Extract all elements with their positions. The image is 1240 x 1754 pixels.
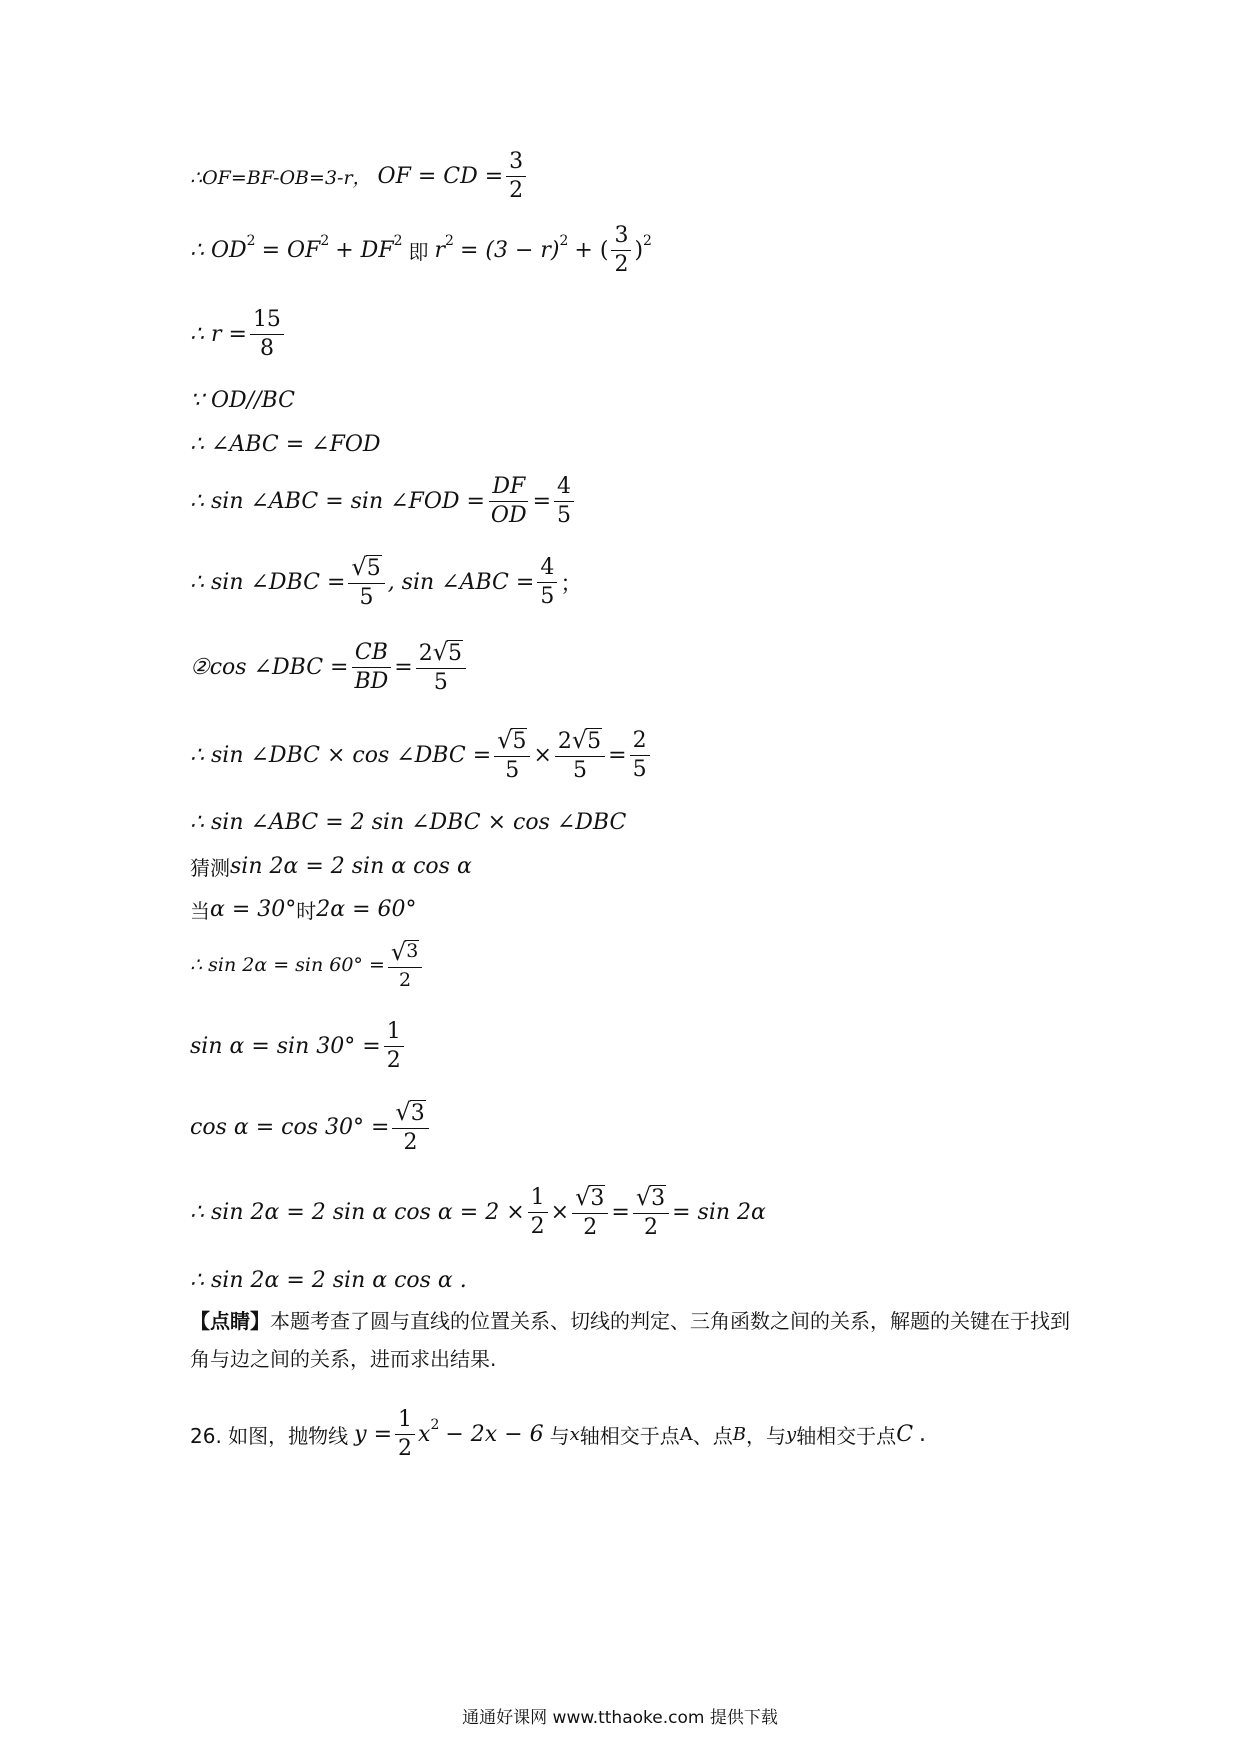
denominator: 5 xyxy=(359,585,374,611)
text: r xyxy=(434,238,446,264)
fraction xyxy=(384,1020,404,1073)
sqrt: √ 5 xyxy=(497,726,527,754)
math-line-9 xyxy=(190,728,653,783)
math-line-11 xyxy=(190,852,472,881)
math-line-14 xyxy=(190,1020,407,1073)
text: ∵ OD//BC xyxy=(190,388,295,413)
numerator xyxy=(633,1185,669,1214)
comment-block xyxy=(190,1302,1070,1378)
text: ∴OF=BF-OB=3-r， xyxy=(190,167,372,190)
text: ∴ sin 2α = 2 sin α cos α . xyxy=(190,1268,467,1293)
text: α = 30° xyxy=(210,897,297,922)
text: = OF xyxy=(261,238,321,264)
text: = xyxy=(608,743,627,769)
fraction xyxy=(392,1100,428,1155)
sqrt: √ 5 xyxy=(351,553,381,581)
text: × xyxy=(533,743,552,769)
math-line-10 xyxy=(190,810,626,835)
numerator: 1 xyxy=(528,1186,548,1213)
text: 当 xyxy=(190,899,210,923)
denominator: 5 xyxy=(433,670,448,696)
fraction xyxy=(494,728,530,783)
text: ∴ OD xyxy=(190,238,247,264)
text: x xyxy=(418,1422,431,1448)
text: OF = CD = xyxy=(377,164,504,190)
text: ∴ sin 2α = 2 sin α cos α = 2 × xyxy=(190,1200,525,1226)
numerator xyxy=(392,1100,428,1129)
text: A xyxy=(679,1424,693,1446)
text: = xyxy=(394,655,413,681)
math-line-13 xyxy=(190,940,425,991)
text: 26. 如图，抛物线 xyxy=(190,1424,349,1449)
sqrt: √ 3 xyxy=(635,1183,666,1211)
math-line-16 xyxy=(190,1185,766,1240)
text: 轴相交于点 xyxy=(579,1424,680,1449)
math-line-3 xyxy=(190,308,287,361)
math-line-7 xyxy=(190,555,582,610)
text: 、点 xyxy=(692,1424,733,1449)
text: ∴ ∠ABC = ∠FOD xyxy=(190,432,381,457)
fraction xyxy=(611,224,631,277)
math-line-5 xyxy=(190,432,381,457)
exponent: 2 xyxy=(445,232,454,249)
denominator: 5 xyxy=(632,757,647,783)
denominator: 2 xyxy=(583,1215,598,1241)
numerator xyxy=(555,728,605,757)
radicand: 5 xyxy=(587,729,602,754)
fraction xyxy=(250,308,284,361)
denominator: 2 xyxy=(643,1215,658,1241)
numerator: 3 xyxy=(506,150,526,177)
denominator: 5 xyxy=(573,758,588,784)
text: ； xyxy=(560,572,583,598)
fraction xyxy=(416,640,466,695)
fraction xyxy=(348,555,384,610)
numerator xyxy=(572,1185,608,1214)
numerator: 3 xyxy=(611,224,631,251)
numerator: CB xyxy=(352,641,391,668)
math-line-6 xyxy=(190,475,577,528)
text: + ( xyxy=(574,238,609,264)
fraction xyxy=(554,475,574,528)
denominator: 2 xyxy=(614,252,629,278)
exponent: 2 xyxy=(430,1416,440,1433)
math-line-17 xyxy=(190,1268,467,1293)
denominator: 2 xyxy=(386,1048,401,1074)
math-line-2 xyxy=(190,224,652,277)
denominator: 8 xyxy=(259,336,274,362)
text: y xyxy=(786,1424,797,1446)
text: cos α = cos 30° = xyxy=(190,1115,390,1141)
text: = sin 2α xyxy=(672,1200,766,1226)
text: 即 xyxy=(408,240,429,265)
text: + DF xyxy=(335,238,394,264)
numerator: DF xyxy=(489,475,528,502)
text: C xyxy=(896,1422,914,1448)
denominator: 2 xyxy=(509,178,524,204)
radicand: 5 xyxy=(448,641,463,666)
numerator xyxy=(494,728,530,757)
numerator: 2 xyxy=(630,729,650,756)
text: ∴ sin 2α = sin 60° = xyxy=(190,954,385,977)
coefficient: 2 xyxy=(557,729,572,754)
denominator: 5 xyxy=(540,584,555,610)
text: B xyxy=(732,1424,747,1446)
math-line-15 xyxy=(190,1100,432,1155)
text: ) xyxy=(634,238,644,264)
fraction xyxy=(506,150,526,203)
denominator: 2 xyxy=(403,1130,418,1156)
exponent: 2 xyxy=(559,232,569,249)
fraction xyxy=(630,729,650,782)
text: = (3 − r) xyxy=(459,238,560,264)
text: x xyxy=(569,1424,580,1446)
page-footer: 通通好课网 www.tthaoke.com 提供下载 xyxy=(462,1708,778,1728)
exponent: 2 xyxy=(393,232,403,249)
text: − 2x − 6 xyxy=(445,1422,544,1448)
text: × xyxy=(550,1200,570,1226)
text: ，与 xyxy=(746,1424,787,1449)
text: , sin ∠ABC = xyxy=(387,570,535,596)
text: 2α = 60° xyxy=(316,897,417,922)
denominator: 2 xyxy=(530,1214,545,1240)
sqrt: √ 3 xyxy=(575,1183,605,1211)
denominator: 5 xyxy=(505,758,520,784)
text: sin α = sin 30° = xyxy=(190,1034,381,1060)
text: ∴ sin ∠DBC × cos ∠DBC = xyxy=(190,743,492,769)
radicand: 3 xyxy=(410,1101,425,1126)
numerator: 4 xyxy=(537,556,557,583)
numerator: 15 xyxy=(250,308,284,335)
radicand: 5 xyxy=(366,556,381,581)
numerator: 1 xyxy=(384,1020,404,1047)
sqrt: √ 5 xyxy=(432,638,463,666)
exponent: 2 xyxy=(643,232,652,249)
fraction xyxy=(572,1185,608,1240)
fraction xyxy=(537,556,557,609)
text: ∴ sin ∠ABC = sin ∠FOD = xyxy=(190,489,485,515)
text: 时 xyxy=(296,899,317,923)
denominator: 2 xyxy=(399,968,412,991)
fraction xyxy=(395,1408,415,1461)
text: 猜测 xyxy=(190,856,230,880)
comment-text: 本题考查了圆与直线的位置关系、切线的判定、三角函数之间的关系，解题的关键在于找到角与边之间的关系，进而求出结果. xyxy=(190,1309,1070,1371)
text: 轴相交于点 xyxy=(796,1424,897,1449)
radicand: 3 xyxy=(651,1186,666,1211)
text: = xyxy=(532,489,552,515)
text: ∴ sin ∠DBC = xyxy=(190,570,346,596)
fraction xyxy=(388,940,422,991)
radicand: 3 xyxy=(406,940,419,962)
math-line-12 xyxy=(190,895,417,924)
fraction xyxy=(555,728,605,783)
math-line-1 xyxy=(190,150,529,203)
sqrt: √ 5 xyxy=(571,726,602,754)
numerator: 1 xyxy=(395,1408,415,1435)
fraction xyxy=(633,1185,669,1240)
text: = xyxy=(611,1200,630,1226)
fraction xyxy=(528,1186,548,1239)
radicand: 5 xyxy=(512,729,527,754)
coefficient: 2 xyxy=(418,641,433,666)
denominator: 5 xyxy=(557,503,572,529)
exponent: 2 xyxy=(320,232,330,249)
text: 与 xyxy=(549,1424,570,1449)
fraction xyxy=(351,641,391,694)
text: . xyxy=(919,1422,927,1448)
text: ②cos ∠DBC = xyxy=(190,655,349,681)
denominator: 2 xyxy=(398,1436,413,1462)
text: y = xyxy=(354,1422,393,1448)
sqrt: √ 3 xyxy=(395,1098,425,1126)
numerator xyxy=(388,940,422,968)
denominator: BD xyxy=(354,669,389,695)
exponent: 2 xyxy=(246,232,256,249)
math-line-8 xyxy=(190,640,469,695)
fraction xyxy=(488,475,530,528)
numerator: 4 xyxy=(554,475,574,502)
radicand: 3 xyxy=(590,1186,605,1211)
problem-26 xyxy=(190,1408,926,1461)
sqrt: √ 3 xyxy=(390,938,419,966)
math-line-4 xyxy=(190,388,295,413)
numerator xyxy=(416,640,466,669)
text: ∴ sin ∠ABC = 2 sin ∠DBC × cos ∠DBC xyxy=(190,810,627,835)
comment-label: 【点睛】 xyxy=(190,1309,270,1333)
text: sin 2α = 2 sin α cos α xyxy=(230,854,472,879)
numerator xyxy=(348,555,384,584)
denominator: OD xyxy=(490,503,527,529)
text: ∴ r = xyxy=(190,322,247,348)
